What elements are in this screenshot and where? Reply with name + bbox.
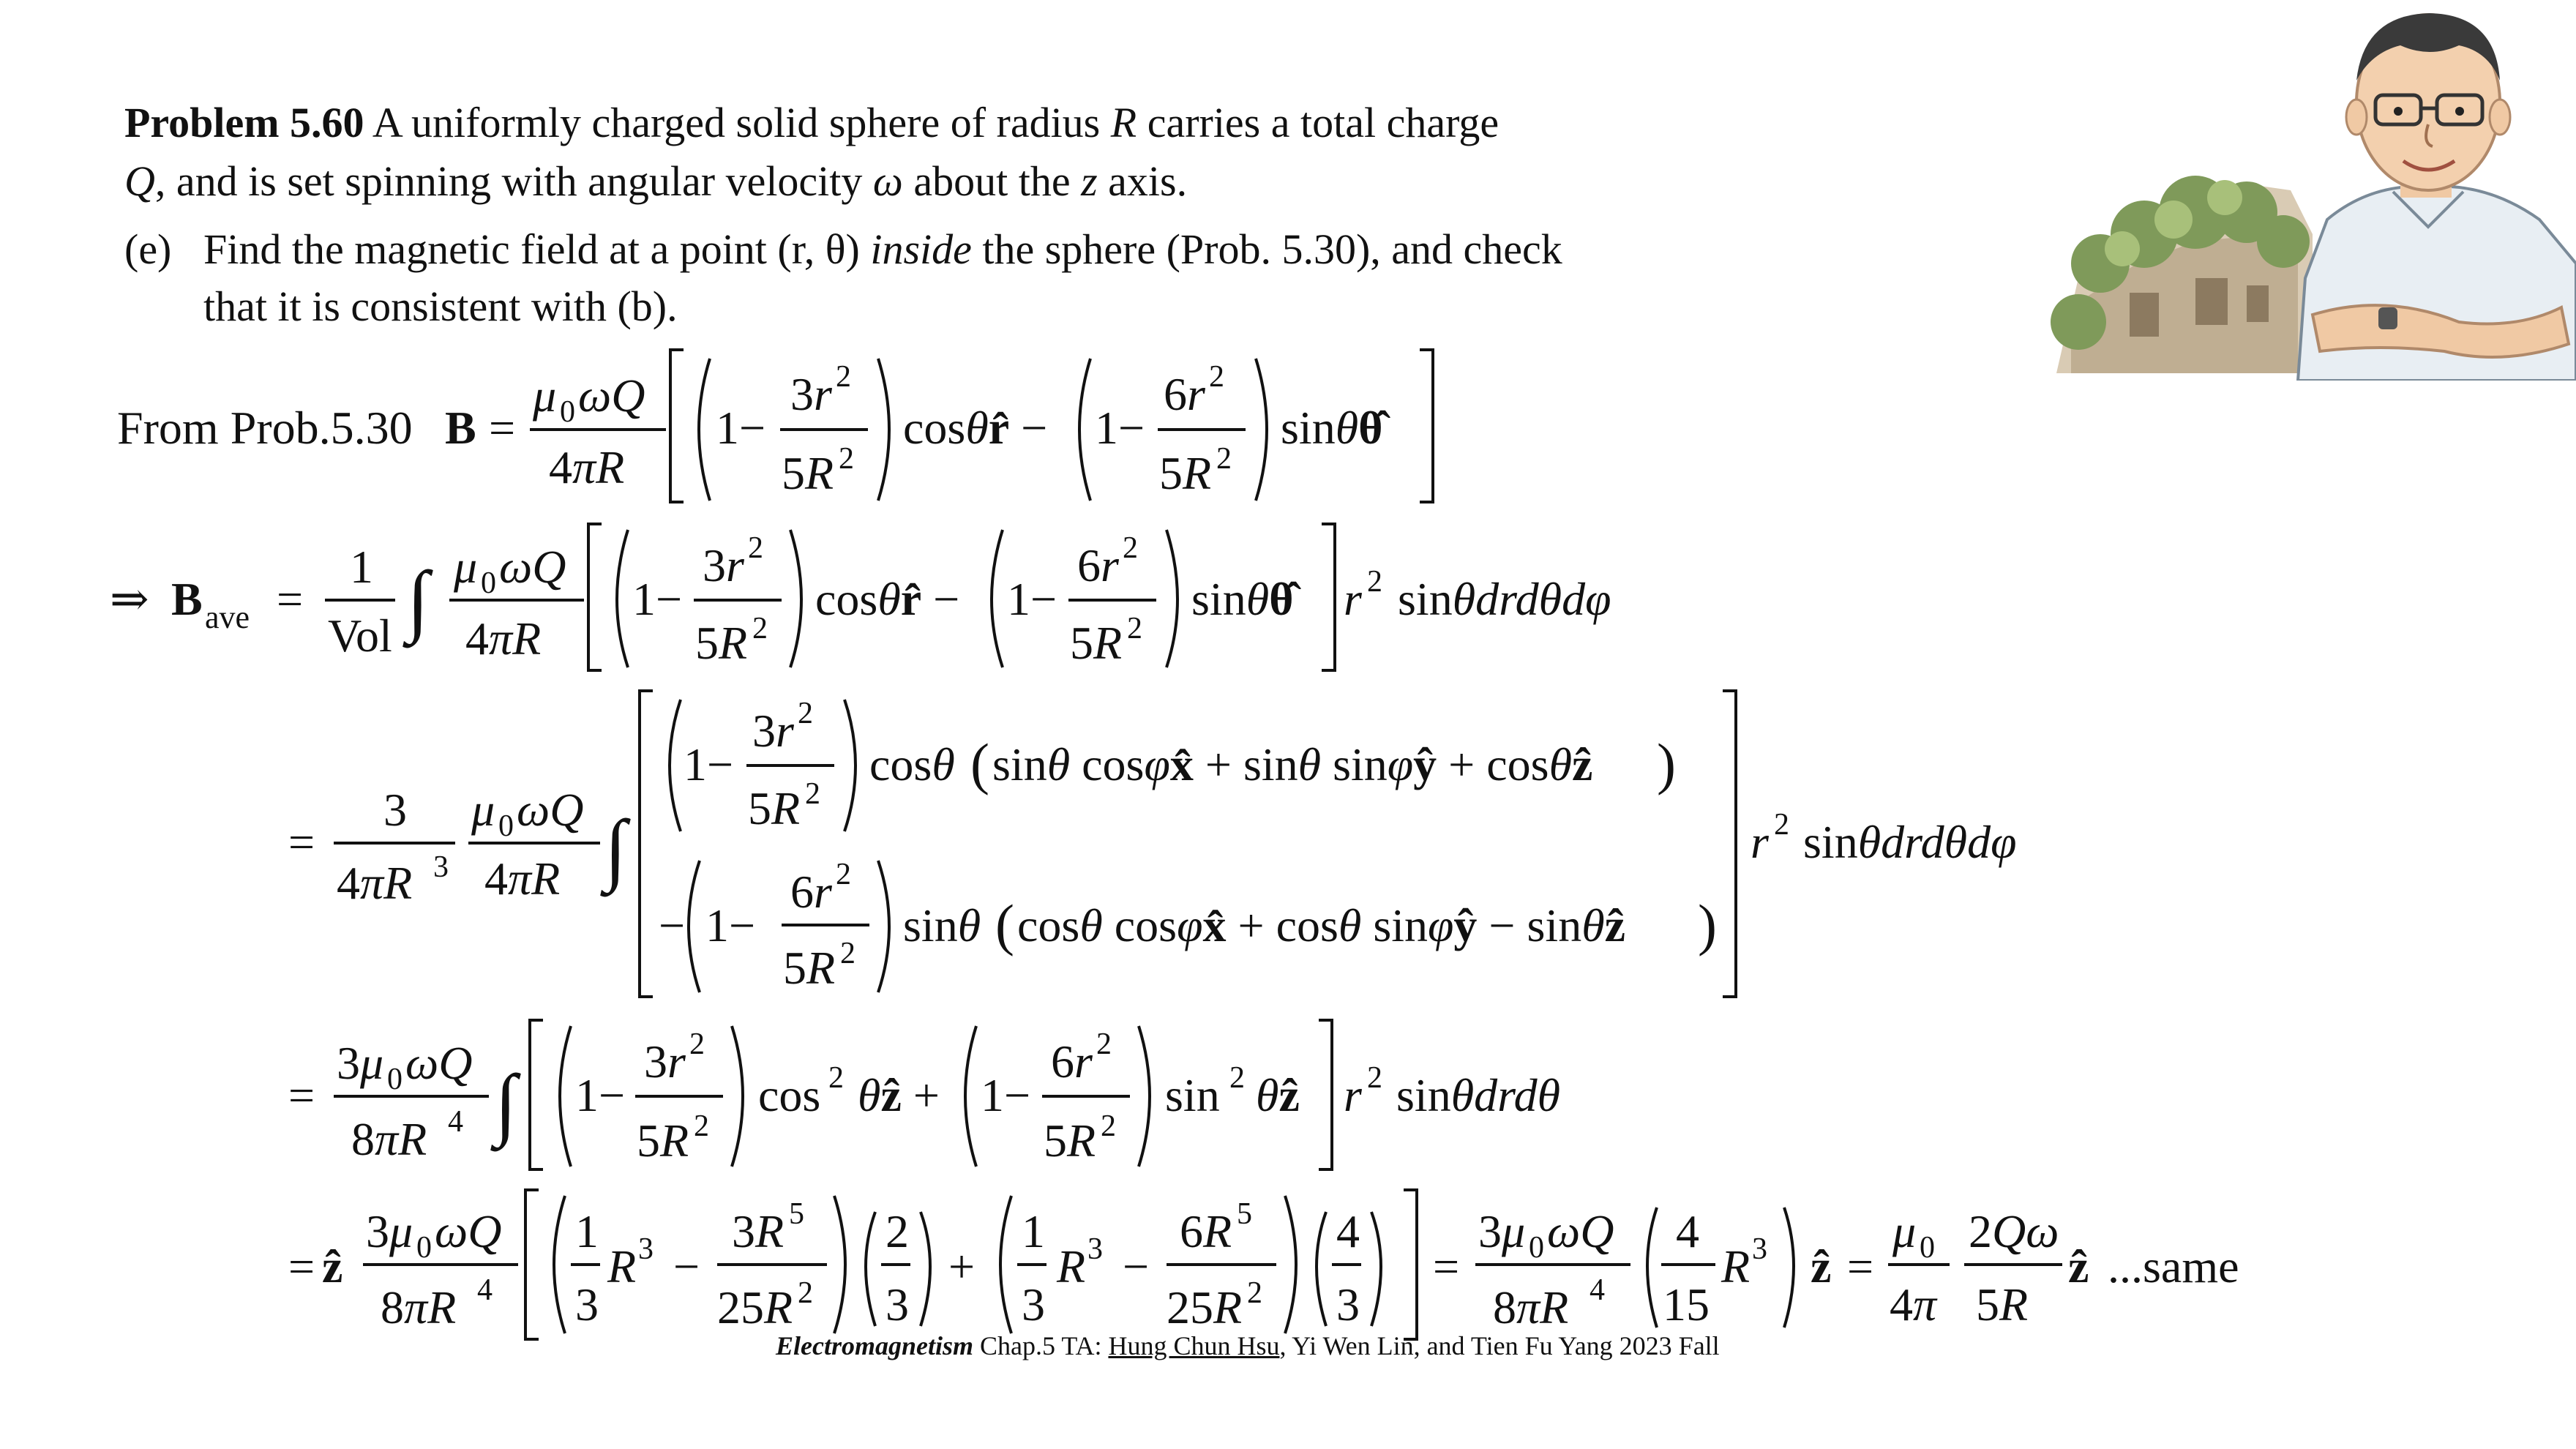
- svg-text:2: 2: [805, 777, 820, 811]
- svg-text:3: 3: [886, 1278, 909, 1330]
- svg-text:1−: 1−: [1095, 402, 1145, 454]
- svg-text:1−: 1−: [684, 738, 734, 790]
- svg-text:ẑ: ẑ: [1811, 1240, 1832, 1292]
- svg-text:8πR: 8πR: [351, 1113, 427, 1165]
- svg-text:2: 2: [694, 1109, 709, 1143]
- svg-text:cosθ cosφx̂ + cosθ sinφŷ − sin: cosθ cosφx̂ + cosθ sinφŷ − sinθẑ: [1017, 899, 1626, 951]
- svg-text:2: 2: [1101, 1109, 1116, 1143]
- svg-text:6r: 6r: [1164, 368, 1205, 420]
- instructor-cartoon-image: [2049, 0, 2576, 381]
- charge-symbol: Q: [124, 157, 155, 205]
- svg-text:μ: μ: [471, 784, 495, 836]
- statement-text-2-end: about the: [913, 157, 1071, 205]
- svg-text:4: 4: [1676, 1205, 1699, 1257]
- svg-text:8πR: 8πR: [1493, 1281, 1569, 1333]
- svg-text:R: R: [1057, 1240, 1086, 1292]
- svg-text:2: 2: [798, 1276, 813, 1310]
- svg-text:1: 1: [1022, 1205, 1045, 1257]
- svg-text:6r: 6r: [790, 866, 832, 918]
- statement-text: A uniformly charged solid sphere of radius: [372, 99, 1101, 146]
- svg-text:sin: sin: [1165, 1069, 1220, 1121]
- svg-text:3r: 3r: [790, 368, 832, 420]
- svg-text:3r: 3r: [752, 705, 794, 757]
- part-emphasis: inside: [870, 225, 972, 273]
- svg-text:cosθr̂ −: cosθr̂ −: [815, 573, 960, 625]
- svg-text:3R: 3R: [732, 1205, 785, 1257]
- svg-text:∫: ∫: [495, 1058, 517, 1147]
- svg-text:0: 0: [416, 1231, 432, 1265]
- footer-course: Electromagnetism: [776, 1331, 973, 1360]
- same-label: ...same: [2108, 1240, 2239, 1292]
- svg-text:2: 2: [1123, 531, 1138, 565]
- svg-text:3: 3: [575, 1278, 599, 1330]
- svg-text:2: 2: [1247, 1276, 1262, 1310]
- svg-text:5R: 5R: [637, 1115, 689, 1167]
- svg-text:5R: 5R: [748, 782, 801, 834]
- svg-text:cosθ: cosθ: [869, 738, 955, 790]
- svg-text:1−: 1−: [716, 402, 766, 454]
- svg-text:ωQ: ωQ: [405, 1037, 473, 1089]
- svg-text:cos: cos: [758, 1069, 821, 1121]
- svg-text:): ): [1698, 893, 1717, 956]
- svg-text:3r: 3r: [703, 539, 744, 591]
- svg-text:3μ: 3μ: [366, 1205, 413, 1257]
- svg-text:0: 0: [498, 809, 514, 843]
- svg-text:2: 2: [1774, 808, 1789, 842]
- svg-text:−: −: [1123, 1240, 1150, 1292]
- svg-text:=: =: [1847, 1240, 1874, 1292]
- svg-text:2: 2: [839, 442, 854, 476]
- svg-text:2: 2: [1127, 612, 1142, 645]
- svg-text:3r: 3r: [644, 1036, 686, 1087]
- part-text-before: Find the magnetic field at a point (r, θ): [203, 225, 860, 273]
- svg-text:sinθθ̂: sinθθ̂: [1191, 573, 1294, 625]
- svg-text:0: 0: [387, 1063, 402, 1096]
- svg-text:ẑ: ẑ: [2068, 1240, 2089, 1292]
- svg-text:2: 2: [836, 360, 851, 394]
- svg-text:−: −: [673, 1240, 700, 1292]
- svg-text:2: 2: [828, 1061, 844, 1095]
- svg-text:4: 4: [1590, 1273, 1605, 1307]
- svg-text:4πR: 4πR: [337, 857, 413, 909]
- svg-text:4πR: 4πR: [549, 441, 625, 493]
- svg-text:5R: 5R: [695, 617, 748, 669]
- svg-text:1: 1: [350, 541, 373, 593]
- vol-label: Vol: [328, 610, 392, 662]
- svg-text:μ: μ: [533, 370, 557, 422]
- svg-text:ωQ: ωQ: [499, 541, 566, 593]
- svg-text:25R: 25R: [1167, 1281, 1243, 1333]
- svg-text:6r: 6r: [1077, 539, 1119, 591]
- svg-text:−: −: [659, 899, 686, 951]
- svg-text:): ): [1657, 732, 1676, 795]
- svg-text:sinθ: sinθ: [903, 899, 981, 951]
- svg-text:r: r: [1751, 816, 1769, 868]
- svg-text:3μ: 3μ: [337, 1037, 384, 1089]
- svg-text:4πR: 4πR: [465, 613, 542, 664]
- svg-text:R: R: [1721, 1240, 1751, 1292]
- footer-ta1: Hung Chun Hsu: [1108, 1331, 1280, 1360]
- svg-text:1−: 1−: [575, 1069, 626, 1121]
- svg-text:15: 15: [1663, 1278, 1710, 1330]
- svg-text:=: =: [288, 1240, 315, 1292]
- problem-title: Problem 5.60: [124, 99, 364, 146]
- svg-text:5R: 5R: [782, 447, 834, 499]
- part-label: (e): [124, 225, 172, 273]
- svg-text:5: 5: [1237, 1197, 1252, 1231]
- svg-text:8πR: 8πR: [381, 1281, 457, 1333]
- footer: [776, 1330, 1720, 1361]
- svg-text:5: 5: [789, 1197, 804, 1231]
- svg-text:2: 2: [840, 937, 855, 970]
- svg-text:5R: 5R: [1044, 1115, 1096, 1167]
- svg-text:4: 4: [477, 1273, 493, 1307]
- radius-symbol: R: [1110, 99, 1137, 146]
- svg-text:∫: ∫: [604, 804, 627, 893]
- svg-text:B: B: [445, 402, 476, 454]
- svg-text:6r: 6r: [1051, 1036, 1093, 1087]
- svg-text:=: =: [288, 816, 315, 868]
- svg-text:θẑ: θẑ: [1256, 1069, 1300, 1121]
- svg-text:ωQ: ωQ: [435, 1205, 502, 1257]
- svg-text:0: 0: [1920, 1231, 1935, 1265]
- svg-text:3: 3: [1087, 1232, 1103, 1266]
- svg-text:=: =: [277, 573, 304, 625]
- svg-text:1−: 1−: [981, 1069, 1031, 1121]
- svg-text:1−: 1−: [705, 899, 756, 951]
- svg-text:4π: 4π: [1890, 1278, 1937, 1330]
- from-label: From Prob.5.30: [117, 402, 413, 454]
- svg-text:r: r: [1344, 1069, 1362, 1121]
- svg-text:B: B: [171, 573, 203, 625]
- svg-text:1: 1: [575, 1205, 599, 1257]
- svg-text:4: 4: [448, 1105, 463, 1139]
- svg-text:3μ: 3μ: [1478, 1205, 1526, 1257]
- svg-text:μ: μ: [454, 541, 478, 593]
- axis-symbol: z: [1081, 157, 1098, 205]
- svg-text:3: 3: [1752, 1232, 1767, 1266]
- svg-text:0: 0: [1529, 1231, 1544, 1265]
- svg-text:5R: 5R: [783, 942, 836, 994]
- svg-text:sinθdrdθdφ: sinθdrdθdφ: [1803, 816, 2017, 868]
- svg-text:sinθ cosφx̂ + sinθ sinφŷ + cos: sinθ cosφx̂ + sinθ sinφŷ + cosθẑ: [992, 738, 1593, 790]
- svg-text:ave: ave: [205, 599, 250, 635]
- svg-text:r: r: [1344, 573, 1362, 625]
- svg-text:=: =: [489, 402, 516, 454]
- svg-text:ωQ: ωQ: [1547, 1205, 1614, 1257]
- svg-text:2: 2: [886, 1205, 909, 1257]
- svg-text:25R: 25R: [717, 1281, 793, 1333]
- svg-text:0: 0: [481, 566, 496, 600]
- footer-ta-rest: , Yi Wen Lin, and Tien Fu Yang 2023 Fall: [1279, 1331, 1720, 1360]
- statement-text-2-tail: axis.: [1108, 157, 1188, 205]
- svg-text:(: (: [995, 893, 1014, 956]
- svg-text:=: =: [1433, 1240, 1460, 1292]
- svg-text:2: 2: [1216, 442, 1232, 476]
- svg-text:sinθdrdθ: sinθdrdθ: [1396, 1069, 1561, 1121]
- svg-text:2: 2: [748, 531, 763, 565]
- svg-text:2: 2: [1096, 1027, 1112, 1061]
- svg-text:ẑ: ẑ: [322, 1240, 343, 1292]
- svg-text:ωQ: ωQ: [578, 370, 645, 422]
- svg-text:0: 0: [560, 395, 575, 429]
- svg-text:sinθθ̂: sinθθ̂: [1281, 402, 1383, 454]
- svg-text:R: R: [607, 1240, 637, 1292]
- svg-text:+: +: [948, 1240, 976, 1292]
- svg-text:1−: 1−: [1007, 573, 1057, 625]
- svg-text:3: 3: [638, 1232, 654, 1266]
- statement-text-end: carries a total charge: [1147, 99, 1499, 146]
- svg-text:cosθr̂ −: cosθr̂ −: [903, 402, 1048, 454]
- part-line2: that it is consistent with (b).: [203, 282, 678, 330]
- svg-text:3: 3: [383, 784, 407, 836]
- svg-text:2: 2: [689, 1027, 705, 1061]
- svg-text:5R: 5R: [1976, 1278, 2029, 1330]
- svg-text:2: 2: [1367, 1061, 1382, 1095]
- svg-text:2: 2: [798, 697, 813, 730]
- svg-text:(: (: [970, 732, 989, 795]
- svg-text:2: 2: [836, 858, 851, 891]
- part-text-after: the sphere (Prob. 5.30), and check: [982, 225, 1562, 273]
- footer-chapter: Chap.5 TA:: [980, 1331, 1102, 1360]
- statement-text-2: , and is set spinning with angular velocity: [154, 157, 863, 205]
- svg-text:6R: 6R: [1180, 1205, 1232, 1257]
- omega-symbol: ω: [872, 157, 903, 205]
- svg-text:2: 2: [1209, 360, 1224, 394]
- svg-text:3: 3: [433, 850, 449, 884]
- svg-text:5R: 5R: [1159, 447, 1212, 499]
- svg-text:2: 2: [1367, 565, 1382, 599]
- svg-text:1−: 1−: [632, 573, 683, 625]
- svg-text:2: 2: [1229, 1061, 1245, 1095]
- svg-text:=: =: [288, 1069, 315, 1121]
- svg-text:θẑ +: θẑ +: [858, 1069, 940, 1121]
- svg-text:5R: 5R: [1070, 617, 1123, 669]
- svg-text:4πR: 4πR: [484, 853, 561, 905]
- svg-text:∫: ∫: [407, 555, 430, 644]
- svg-text:ωQ: ωQ: [517, 784, 584, 836]
- svg-text:sinθdrdθdφ: sinθdrdθdφ: [1398, 573, 1611, 625]
- svg-text:⇒: ⇒: [110, 573, 149, 625]
- svg-text:2: 2: [752, 612, 768, 645]
- svg-text:3: 3: [1336, 1278, 1360, 1330]
- svg-text:μ: μ: [1892, 1205, 1917, 1257]
- svg-text:3: 3: [1022, 1278, 1045, 1330]
- svg-text:4: 4: [1336, 1205, 1360, 1257]
- svg-text:2Qω: 2Qω: [1969, 1205, 2059, 1257]
